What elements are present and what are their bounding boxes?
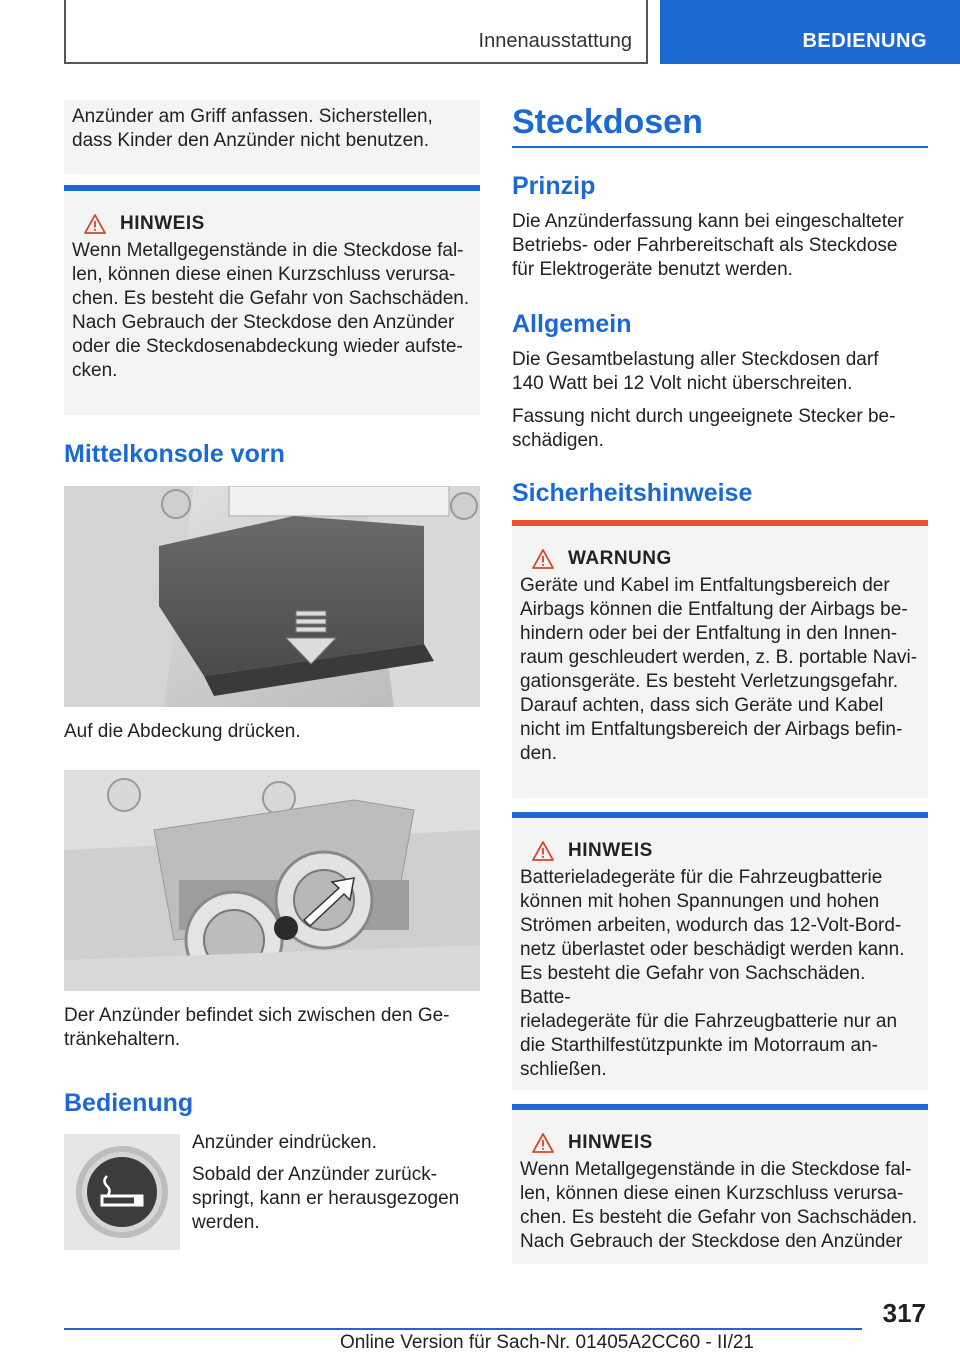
warning-line: nicht im Entfaltungsbereich der Airbags befin- (520, 719, 903, 740)
notice-box-battery (512, 812, 928, 1090)
allgemein-line: Die Gesamtbelastung aller Steckdosen darf (512, 349, 879, 370)
lighter-button-image (64, 1134, 180, 1250)
caption-lighter-line: tränkehaltern. (64, 1029, 181, 1050)
notice-line: die Starthilfestützpunkte im Motorraum an- (520, 1035, 878, 1056)
heading-sicherheitshinweise: Sicherheitshinweise (512, 479, 753, 507)
notice-line: Es besteht die Gefahr von Sachschäden. Batte- (520, 963, 866, 1008)
notice-title-row (520, 840, 920, 862)
notice-box-left (64, 185, 480, 415)
notice-line: Strömen arbeiten, wodurch das 12-Volt-Bord- (520, 915, 902, 936)
prinzip-line: für Elektrogeräte benutzt werden. (512, 259, 793, 280)
bedienung-text-2-line: springt, kann er herausgezogen (192, 1188, 460, 1209)
warning-title: WARNUNG (568, 548, 672, 569)
heading-steckdosen: Steckdosen (512, 103, 703, 141)
warning-line: Geräte und Kabel im Entfaltungsbereich der (520, 575, 890, 596)
notice-line: len, können diese einen Kurzschluss verursa- (520, 1183, 904, 1204)
warning-line: Darauf achten, dass sich Geräte und Kabel (520, 695, 884, 716)
intro-text: Anzünder am Griff anfassen. Sicherstellen, dass Kinder den Anzünder nicht benutzen. (72, 106, 433, 151)
allgemein-line: 140 Watt bei 12 Volt nicht überschreiten. (512, 373, 853, 394)
prinzip-line: Die Anzünderfassung kann bei eingeschalteter (512, 211, 904, 232)
notice-title-row (520, 1132, 920, 1154)
notice-line: schließen. (520, 1059, 607, 1080)
notice-line: Wenn Metallgegenstände in die Steckdose fal- (520, 1159, 912, 1180)
notice-line: cken. (72, 360, 118, 381)
footer-rule (64, 1328, 862, 1330)
warning-line: den. (520, 743, 557, 764)
notice-line: Nach Gebrauch der Steckdose den Anzünder (520, 1231, 903, 1252)
warning-triangle-icon (532, 1133, 554, 1153)
footer-version-text: Online Version für Sach-Nr. 01405A2CC60 - II/21 (340, 1332, 755, 1353)
caption-cover: Auf die Abdeckung drücken. (64, 721, 301, 742)
notice-bar (512, 1104, 928, 1110)
notice-line: können mit hohen Spannungen und hohen (520, 891, 880, 912)
notice-line: Wenn Metallgegenstände in die Steckdose fal- (72, 240, 464, 261)
warning-line: raum geschleudert werden, z. B. portable Navi- (520, 647, 918, 668)
bedienung-text-2-line: werden. (192, 1212, 260, 1233)
header-section-title: Innenausstattung (478, 30, 632, 52)
intro-box (64, 100, 480, 174)
warning-title-row (520, 548, 920, 570)
header-chapter-title: BEDIENUNG (802, 30, 927, 52)
warning-bar (512, 520, 928, 526)
notice-line: chen. Es besteht die Gefahr von Sachschäden. (520, 1207, 918, 1228)
bedienung-text-2-line: Sobald der Anzünder zurück- (192, 1164, 438, 1185)
notice-line: Nach Gebrauch der Steckdose den Anzünder (72, 312, 455, 333)
notice-bar (512, 812, 928, 818)
notice-line: oder die Steckdosenabdeckung wieder aufste- (72, 336, 463, 357)
heading-allgemein: Allgemein (512, 310, 632, 338)
heading-prinzip: Prinzip (512, 172, 596, 200)
notice-line: chen. Es besteht die Gefahr von Sachschäden. (72, 288, 470, 309)
warning-box (512, 520, 928, 798)
notice-box-metal (512, 1104, 928, 1264)
notice-line: netz überlastet oder beschädigt werden kann. (520, 939, 905, 960)
notice-title: HINWEIS (568, 1132, 653, 1153)
notice-line: len, können diese einen Kurzschluss verursa- (72, 264, 456, 285)
page-number: 317 (882, 1298, 926, 1328)
console-cover-photo (64, 486, 480, 707)
bedienung-text-1: Anzünder eindrücken. (192, 1132, 377, 1153)
warning-line: gationsgeräte. Es besteht Verletzungsgefahr. (520, 671, 899, 692)
caption-lighter-line: Der Anzünder befindet sich zwischen den Ge- (64, 1005, 450, 1026)
header-section-tab (64, 0, 648, 64)
notice-title: HINWEIS (568, 840, 653, 861)
lighter-cupholder-photo (64, 770, 480, 991)
heading-mittelkonsole: Mittelkonsole vorn (64, 440, 285, 468)
warning-triangle-icon (532, 841, 554, 861)
warning-line: Airbags können die Entfaltung der Airbags be- (520, 599, 908, 620)
header-chapter-tab (660, 0, 960, 64)
warning-triangle-icon (532, 549, 554, 569)
notice-title-row (72, 213, 472, 235)
heading-bedienung: Bedienung (64, 1089, 194, 1117)
notice-line: Batterieladegeräte für die Fahrzeugbatterie (520, 867, 883, 888)
allgemein-line: Fassung nicht durch ungeeignete Stecker be- (512, 406, 896, 427)
prinzip-line: Betriebs- oder Fahrbereitschaft als Steckdose (512, 235, 898, 256)
allgemein-line: schädigen. (512, 430, 604, 451)
warning-line: hindern oder bei der Entfaltung in den Innen- (520, 623, 898, 644)
notice-bar (64, 185, 480, 191)
heading-rule (512, 146, 928, 148)
notice-title: HINWEIS (120, 213, 205, 234)
warning-triangle-icon (84, 214, 106, 234)
notice-line: rieladegeräte für die Fahrzeugbatterie nur an (520, 1011, 898, 1032)
